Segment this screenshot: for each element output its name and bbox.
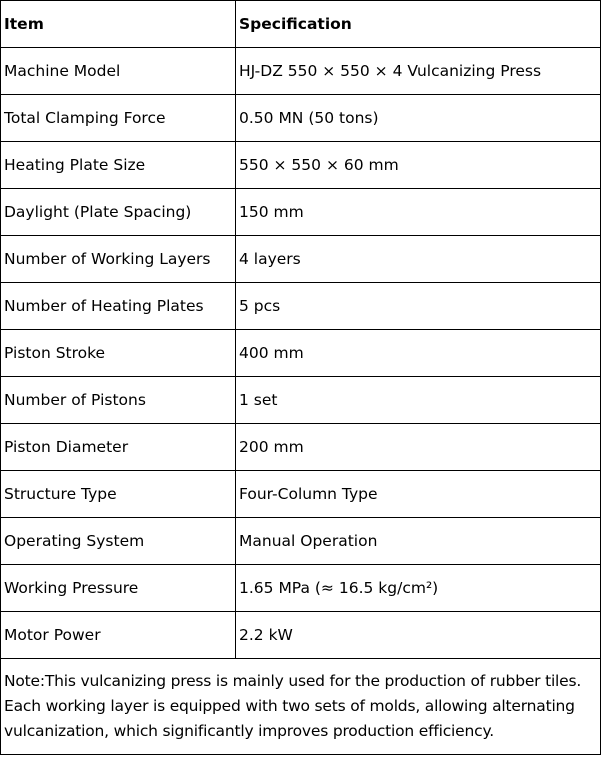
header-item: Item (1, 1, 236, 48)
row-specification: Four-Column Type (236, 471, 601, 518)
row-item: Structure Type (1, 471, 236, 518)
row-specification: Manual Operation (236, 518, 601, 565)
row-specification: 2.2 kW (236, 612, 601, 659)
table-row (1, 236, 601, 283)
row-item: Number of Working Layers (1, 236, 236, 283)
row-specification: 4 layers (236, 236, 601, 283)
row-item: Piston Stroke (1, 330, 236, 377)
table-row (1, 424, 601, 471)
row-specification: 5 pcs (236, 283, 601, 330)
row-item: Total Clamping Force (1, 95, 236, 142)
row-item: Daylight (Plate Spacing) (1, 189, 236, 236)
row-item: Machine Model (1, 48, 236, 95)
table-row (1, 518, 601, 565)
table-row (1, 471, 601, 518)
row-item: Number of Pistons (1, 377, 236, 424)
row-specification: 400 mm (236, 330, 601, 377)
table-row (1, 283, 601, 330)
row-specification: 200 mm (236, 424, 601, 471)
row-specification: 1.65 MPa (≈ 16.5 kg/cm²) (236, 565, 601, 612)
row-specification: HJ-DZ 550 × 550 × 4 Vulcanizing Press (236, 48, 601, 95)
row-specification: 550 × 550 × 60 mm (236, 142, 601, 189)
row-item: Heating Plate Size (1, 142, 236, 189)
row-item: Number of Heating Plates (1, 283, 236, 330)
table-row (1, 377, 601, 424)
table-header-row (1, 1, 601, 48)
row-item: Operating System (1, 518, 236, 565)
row-item: Piston Diameter (1, 424, 236, 471)
table-row (1, 565, 601, 612)
table-row (1, 612, 601, 659)
table-row (1, 330, 601, 377)
table-row (1, 189, 601, 236)
row-specification: 1 set (236, 377, 601, 424)
row-specification: 0.50 MN (50 tons) (236, 95, 601, 142)
note-row (1, 659, 601, 755)
table-row (1, 142, 601, 189)
row-item: Motor Power (1, 612, 236, 659)
note-text: Note:This vulcanizing press is mainly used for the production of rubber tiles. Each working layer is equipped with two sets of molds, allowing alternating vulcanization, which significantly improves production efficiency. (1, 659, 601, 755)
header-specification: Specification (236, 1, 601, 48)
table-row (1, 95, 601, 142)
row-item: Working Pressure (1, 565, 236, 612)
row-specification: 150 mm (236, 189, 601, 236)
table-row (1, 48, 601, 95)
